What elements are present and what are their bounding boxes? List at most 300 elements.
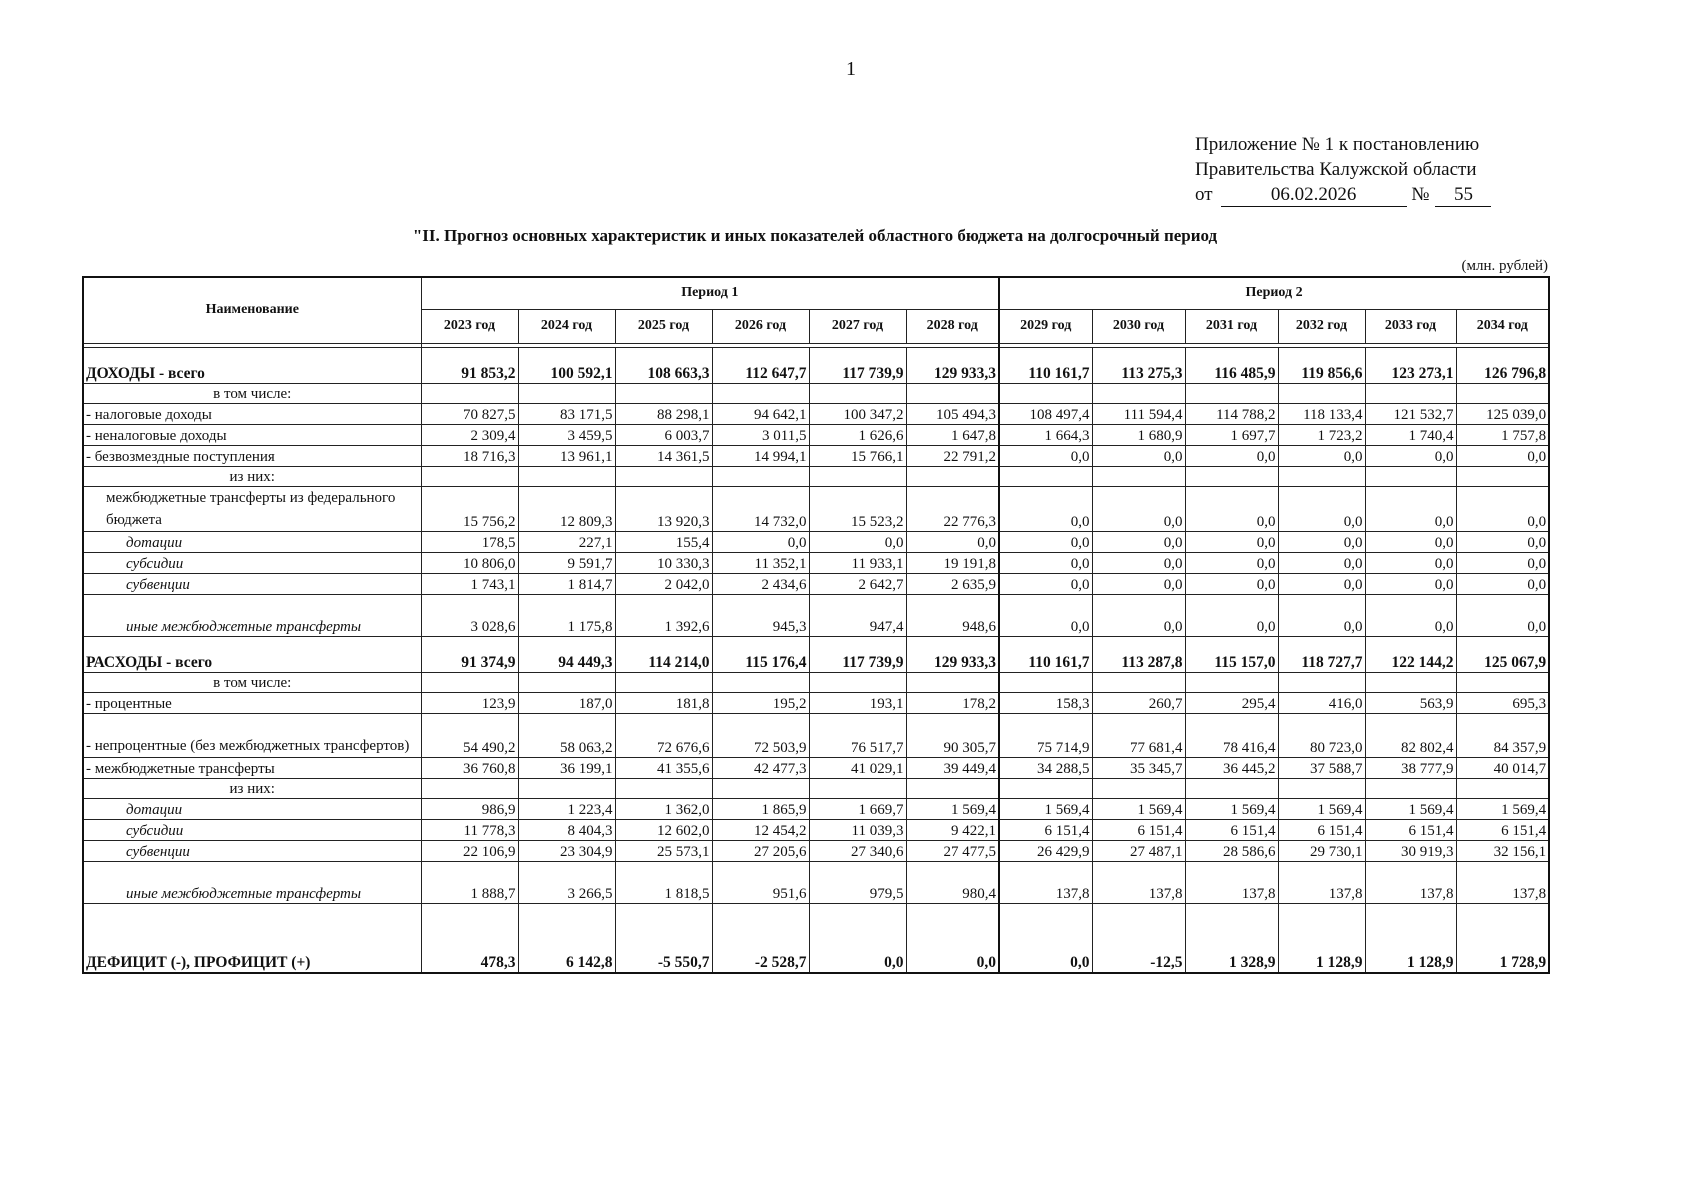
cell-value: 12 454,2: [712, 819, 809, 840]
cell-value: 75 714,9: [999, 713, 1092, 757]
cell-value: 3 266,5: [518, 861, 615, 903]
cell-value: 0,0: [1365, 531, 1456, 552]
cell-value: 8 404,3: [518, 819, 615, 840]
table-row: [83, 636, 1549, 672]
cell-value: 0,0: [1456, 594, 1549, 636]
cell-value: 91 853,2: [421, 347, 518, 383]
cell-value: 0,0: [999, 445, 1092, 466]
cell-value: 0,0: [1456, 531, 1549, 552]
cell-value: [1278, 778, 1365, 798]
cell-value: 22 791,2: [906, 445, 999, 466]
cell-value: 1 888,7: [421, 861, 518, 903]
cell-value: 0,0: [809, 531, 906, 552]
cell-value: 129 933,3: [906, 636, 999, 672]
cell-value: 1 740,4: [1365, 424, 1456, 445]
cell-value: 2 642,7: [809, 573, 906, 594]
cell-value: 34 288,5: [999, 757, 1092, 778]
cell-value: [615, 672, 712, 692]
cell-value: [421, 383, 518, 403]
cell-value: 0,0: [999, 573, 1092, 594]
cell-value: 22 776,3: [906, 486, 999, 531]
cell-value: 980,4: [906, 861, 999, 903]
header-year: 2026 год: [712, 309, 809, 343]
cell-value: 108 663,3: [615, 347, 712, 383]
cell-value: [518, 383, 615, 403]
cell-value: 35 345,7: [1092, 757, 1185, 778]
row-name: субвенции: [83, 840, 421, 861]
cell-value: 15 756,2: [421, 486, 518, 531]
attachment-line-3: [1195, 182, 1491, 207]
cell-value: 100 592,1: [518, 347, 615, 383]
cell-value: 0,0: [1365, 552, 1456, 573]
cell-value: [1185, 383, 1278, 403]
cell-value: 187,0: [518, 692, 615, 713]
cell-value: 58 063,2: [518, 713, 615, 757]
cell-value: [1456, 383, 1549, 403]
cell-value: 0,0: [906, 531, 999, 552]
cell-value: 119 856,6: [1278, 347, 1365, 383]
header-year: 2023 год: [421, 309, 518, 343]
cell-value: [999, 778, 1092, 798]
cell-value: 41 029,1: [809, 757, 906, 778]
cell-value: 1 743,1: [421, 573, 518, 594]
cell-value: 2 434,6: [712, 573, 809, 594]
cell-value: 1 680,9: [1092, 424, 1185, 445]
cell-value: [1278, 672, 1365, 692]
cell-value: 27 340,6: [809, 840, 906, 861]
cell-value: 0,0: [1456, 486, 1549, 531]
cell-value: 3 011,5: [712, 424, 809, 445]
cell-value: 117 739,9: [809, 636, 906, 672]
attachment-date: 06.02.2026: [1221, 184, 1407, 207]
cell-value: 178,5: [421, 531, 518, 552]
attachment-number: 55: [1435, 184, 1491, 207]
cell-value: [421, 466, 518, 486]
attachment-number-label: №: [1411, 184, 1430, 205]
cell-value: [615, 383, 712, 403]
header-year: 2032 год: [1278, 309, 1365, 343]
cell-value: [712, 466, 809, 486]
table-row: [83, 672, 1549, 692]
cell-value: [906, 778, 999, 798]
cell-value: 115 157,0: [1185, 636, 1278, 672]
cell-value: 2 635,9: [906, 573, 999, 594]
cell-value: 137,8: [1092, 861, 1185, 903]
cell-value: 0,0: [1185, 573, 1278, 594]
cell-value: 0,0: [1278, 573, 1365, 594]
cell-value: 1 865,9: [712, 798, 809, 819]
attachment-note: [1195, 132, 1491, 207]
cell-value: [906, 383, 999, 403]
cell-value: 0,0: [1092, 486, 1185, 531]
cell-value: 951,6: [712, 861, 809, 903]
cell-value: 23 304,9: [518, 840, 615, 861]
cell-value: 13 920,3: [615, 486, 712, 531]
cell-value: 0,0: [1278, 486, 1365, 531]
row-name: ДОХОДЫ - всего: [83, 347, 421, 383]
cell-value: 42 477,3: [712, 757, 809, 778]
row-name: - процентные: [83, 692, 421, 713]
cell-value: 113 275,3: [1092, 347, 1185, 383]
cell-value: 1 569,4: [1185, 798, 1278, 819]
cell-value: 295,4: [1185, 692, 1278, 713]
cell-value: 0,0: [1278, 552, 1365, 573]
cell-value: 115 176,4: [712, 636, 809, 672]
cell-value: 19 191,8: [906, 552, 999, 573]
cell-value: 0,0: [1092, 445, 1185, 466]
cell-value: 14 994,1: [712, 445, 809, 466]
cell-value: 2 042,0: [615, 573, 712, 594]
cell-value: 0,0: [809, 903, 906, 973]
row-name: - непроцентные (без межбюджетных трансфертов): [83, 713, 421, 757]
table-row: [83, 692, 1549, 713]
cell-value: -2 528,7: [712, 903, 809, 973]
cell-value: 11 039,3: [809, 819, 906, 840]
cell-value: 137,8: [1278, 861, 1365, 903]
table-row: [83, 840, 1549, 861]
cell-value: 155,4: [615, 531, 712, 552]
cell-value: 178,2: [906, 692, 999, 713]
cell-value: 158,3: [999, 692, 1092, 713]
cell-value: 1 128,9: [1278, 903, 1365, 973]
cell-value: 0,0: [1278, 531, 1365, 552]
header-year: 2031 год: [1185, 309, 1278, 343]
row-name: - безвозмездные поступления: [83, 445, 421, 466]
cell-value: 0,0: [712, 531, 809, 552]
cell-value: [1092, 466, 1185, 486]
table-row: [83, 594, 1549, 636]
cell-value: [906, 466, 999, 486]
row-name: субвенции: [83, 573, 421, 594]
cell-value: 986,9: [421, 798, 518, 819]
cell-value: 1 569,4: [906, 798, 999, 819]
cell-value: [1365, 466, 1456, 486]
table-row: [83, 552, 1549, 573]
cell-value: [999, 383, 1092, 403]
cell-value: 0,0: [999, 486, 1092, 531]
cell-value: 137,8: [1185, 861, 1278, 903]
table-row: [83, 819, 1549, 840]
cell-value: 105 494,3: [906, 403, 999, 424]
cell-value: 1 128,9: [1365, 903, 1456, 973]
cell-value: 1 569,4: [1092, 798, 1185, 819]
unit-label: (млн. рублей): [1461, 258, 1548, 274]
cell-value: 0,0: [1456, 552, 1549, 573]
row-name: в том числе:: [83, 383, 421, 403]
cell-value: 70 827,5: [421, 403, 518, 424]
cell-value: 117 739,9: [809, 347, 906, 383]
cell-value: 563,9: [1365, 692, 1456, 713]
cell-value: [1456, 672, 1549, 692]
cell-value: 9 591,7: [518, 552, 615, 573]
cell-value: 88 298,1: [615, 403, 712, 424]
cell-value: 118 133,4: [1278, 403, 1365, 424]
header-period-2: Период 2: [999, 277, 1549, 309]
cell-value: 0,0: [1092, 531, 1185, 552]
cell-value: [518, 778, 615, 798]
cell-value: 94 642,1: [712, 403, 809, 424]
cell-value: [809, 672, 906, 692]
cell-value: 77 681,4: [1092, 713, 1185, 757]
cell-value: 125 067,9: [1456, 636, 1549, 672]
attachment-from-label: от: [1195, 184, 1213, 205]
cell-value: [712, 383, 809, 403]
cell-value: 110 161,7: [999, 636, 1092, 672]
cell-value: 9 422,1: [906, 819, 999, 840]
cell-value: 30 919,3: [1365, 840, 1456, 861]
row-name: дотации: [83, 531, 421, 552]
cell-value: [809, 778, 906, 798]
row-name: дотации: [83, 798, 421, 819]
cell-value: 129 933,3: [906, 347, 999, 383]
cell-value: 6 151,4: [1185, 819, 1278, 840]
cell-value: 1 669,7: [809, 798, 906, 819]
cell-value: 1 392,6: [615, 594, 712, 636]
cell-value: 2 309,4: [421, 424, 518, 445]
header-year: 2033 год: [1365, 309, 1456, 343]
cell-value: 695,3: [1456, 692, 1549, 713]
cell-value: 72 503,9: [712, 713, 809, 757]
cell-value: [421, 778, 518, 798]
cell-value: 54 490,2: [421, 713, 518, 757]
cell-value: 12 602,0: [615, 819, 712, 840]
cell-value: 29 730,1: [1278, 840, 1365, 861]
cell-value: [1456, 466, 1549, 486]
cell-value: 123,9: [421, 692, 518, 713]
cell-value: 32 156,1: [1456, 840, 1549, 861]
cell-value: 181,8: [615, 692, 712, 713]
cell-value: 1 569,4: [1278, 798, 1365, 819]
header-name: Наименование: [83, 277, 421, 343]
cell-value: [1365, 672, 1456, 692]
cell-value: 27 477,5: [906, 840, 999, 861]
cell-value: 36 760,8: [421, 757, 518, 778]
cell-value: 1 757,8: [1456, 424, 1549, 445]
table-row: [83, 531, 1549, 552]
table-row: [83, 403, 1549, 424]
cell-value: 110 161,7: [999, 347, 1092, 383]
cell-value: 0,0: [1092, 573, 1185, 594]
cell-value: 111 594,4: [1092, 403, 1185, 424]
cell-value: 948,6: [906, 594, 999, 636]
cell-value: 227,1: [518, 531, 615, 552]
header-year: 2024 год: [518, 309, 615, 343]
cell-value: 478,3: [421, 903, 518, 973]
row-name: в том числе:: [83, 672, 421, 692]
cell-value: 1 328,9: [1185, 903, 1278, 973]
cell-value: [1092, 778, 1185, 798]
cell-value: 116 485,9: [1185, 347, 1278, 383]
cell-value: 100 347,2: [809, 403, 906, 424]
cell-value: 0,0: [1365, 445, 1456, 466]
cell-value: [615, 778, 712, 798]
table-row: [83, 424, 1549, 445]
cell-value: 6 151,4: [1365, 819, 1456, 840]
document-title: "II. Прогноз основных характеристик и иных показателей областного бюджета на долгосрочный период: [412, 226, 1218, 245]
row-name: ДЕФИЦИТ (-), ПРОФИЦИТ (+): [83, 903, 421, 973]
cell-value: 13 961,1: [518, 445, 615, 466]
table-row: [83, 383, 1549, 403]
cell-value: 114 788,2: [1185, 403, 1278, 424]
cell-value: 39 449,4: [906, 757, 999, 778]
cell-value: 945,3: [712, 594, 809, 636]
cell-value: 41 355,6: [615, 757, 712, 778]
cell-value: 6 003,7: [615, 424, 712, 445]
cell-value: 27 487,1: [1092, 840, 1185, 861]
cell-value: 0,0: [1456, 573, 1549, 594]
cell-value: 260,7: [1092, 692, 1185, 713]
cell-value: 72 676,6: [615, 713, 712, 757]
cell-value: 14 732,0: [712, 486, 809, 531]
cell-value: 112 647,7: [712, 347, 809, 383]
cell-value: [1185, 778, 1278, 798]
cell-value: -12,5: [1092, 903, 1185, 973]
cell-value: [1185, 672, 1278, 692]
cell-value: [906, 672, 999, 692]
cell-value: 125 039,0: [1456, 403, 1549, 424]
cell-value: [999, 466, 1092, 486]
cell-value: 193,1: [809, 692, 906, 713]
table-row: [83, 713, 1549, 757]
cell-value: 0,0: [999, 594, 1092, 636]
cell-value: 1 818,5: [615, 861, 712, 903]
cell-value: 6 151,4: [1092, 819, 1185, 840]
cell-value: 0,0: [1365, 594, 1456, 636]
cell-value: 6 151,4: [1456, 819, 1549, 840]
row-name: иные межбюджетные трансферты: [83, 594, 421, 636]
table-row: [83, 486, 1549, 531]
cell-value: 6 151,4: [999, 819, 1092, 840]
cell-value: 1 728,9: [1456, 903, 1549, 973]
cell-value: 121 532,7: [1365, 403, 1456, 424]
cell-value: 38 777,9: [1365, 757, 1456, 778]
table-row: [83, 903, 1549, 973]
row-name: субсидии: [83, 819, 421, 840]
cell-value: 947,4: [809, 594, 906, 636]
cell-value: 0,0: [1092, 552, 1185, 573]
cell-value: 0,0: [999, 552, 1092, 573]
cell-value: 1 697,7: [1185, 424, 1278, 445]
cell-value: [1365, 383, 1456, 403]
cell-value: 12 809,3: [518, 486, 615, 531]
header-year: 2029 год: [999, 309, 1092, 343]
cell-value: 14 361,5: [615, 445, 712, 466]
cell-value: 22 106,9: [421, 840, 518, 861]
cell-value: 1 664,3: [999, 424, 1092, 445]
cell-value: 416,0: [1278, 692, 1365, 713]
cell-value: 36 199,1: [518, 757, 615, 778]
cell-value: 118 727,7: [1278, 636, 1365, 672]
cell-value: 84 357,9: [1456, 713, 1549, 757]
attachment-line-1: Приложение № 1 к постановлению: [1195, 134, 1480, 155]
cell-value: 1 569,4: [1456, 798, 1549, 819]
table-row: [83, 466, 1549, 486]
cell-value: [1456, 778, 1549, 798]
table-row: [83, 573, 1549, 594]
table-row: [83, 757, 1549, 778]
row-name: субсидии: [83, 552, 421, 573]
cell-value: [421, 672, 518, 692]
header-year: 2028 год: [906, 309, 999, 343]
cell-value: [999, 672, 1092, 692]
cell-value: [1278, 466, 1365, 486]
cell-value: 26 429,9: [999, 840, 1092, 861]
cell-value: 0,0: [999, 903, 1092, 973]
header-year: 2027 год: [809, 309, 906, 343]
cell-value: 18 716,3: [421, 445, 518, 466]
cell-value: 11 933,1: [809, 552, 906, 573]
cell-value: [1365, 778, 1456, 798]
cell-value: 137,8: [1456, 861, 1549, 903]
cell-value: 36 445,2: [1185, 757, 1278, 778]
cell-value: 15 766,1: [809, 445, 906, 466]
cell-value: 37 588,7: [1278, 757, 1365, 778]
cell-value: 1 569,4: [999, 798, 1092, 819]
row-name: - налоговые доходы: [83, 403, 421, 424]
header-year: 2034 год: [1456, 309, 1549, 343]
cell-value: [809, 383, 906, 403]
table-row: [83, 778, 1549, 798]
row-name: - неналоговые доходы: [83, 424, 421, 445]
cell-value: 126 796,8: [1456, 347, 1549, 383]
cell-value: 15 523,2: [809, 486, 906, 531]
cell-value: [1092, 383, 1185, 403]
cell-value: 0,0: [1365, 486, 1456, 531]
cell-value: 0,0: [1092, 594, 1185, 636]
cell-value: [712, 778, 809, 798]
cell-value: 90 305,7: [906, 713, 999, 757]
row-name: РАСХОДЫ - всего: [83, 636, 421, 672]
cell-value: 1 569,4: [1365, 798, 1456, 819]
cell-value: 137,8: [999, 861, 1092, 903]
row-name: из них:: [83, 778, 421, 798]
cell-value: 11 352,1: [712, 552, 809, 573]
cell-value: 11 778,3: [421, 819, 518, 840]
cell-value: 10 330,3: [615, 552, 712, 573]
table-row: [83, 445, 1549, 466]
cell-value: [518, 672, 615, 692]
cell-value: 1 362,0: [615, 798, 712, 819]
table-row: [83, 861, 1549, 903]
cell-value: 91 374,9: [421, 636, 518, 672]
cell-value: 0,0: [1278, 445, 1365, 466]
cell-value: 0,0: [1185, 531, 1278, 552]
cell-value: 0,0: [1185, 594, 1278, 636]
cell-value: 0,0: [1456, 445, 1549, 466]
cell-value: 123 273,1: [1365, 347, 1456, 383]
page-number: 1: [846, 58, 856, 80]
cell-value: 0,0: [1278, 594, 1365, 636]
cell-value: 108 497,4: [999, 403, 1092, 424]
cell-value: 28 586,6: [1185, 840, 1278, 861]
cell-value: 1 814,7: [518, 573, 615, 594]
row-name: - межбюджетные трансферты: [83, 757, 421, 778]
cell-value: 3 459,5: [518, 424, 615, 445]
cell-value: 1 175,8: [518, 594, 615, 636]
header-year: 2030 год: [1092, 309, 1185, 343]
attachment-line-2: Правительства Калужской области: [1195, 159, 1477, 180]
cell-value: 0,0: [1365, 573, 1456, 594]
cell-value: 1 723,2: [1278, 424, 1365, 445]
cell-value: 78 416,4: [1185, 713, 1278, 757]
cell-value: [712, 672, 809, 692]
table-row: [83, 798, 1549, 819]
cell-value: 27 205,6: [712, 840, 809, 861]
table-row: [83, 347, 1549, 383]
cell-value: [518, 466, 615, 486]
budget-table: [82, 276, 1550, 974]
cell-value: 94 449,3: [518, 636, 615, 672]
